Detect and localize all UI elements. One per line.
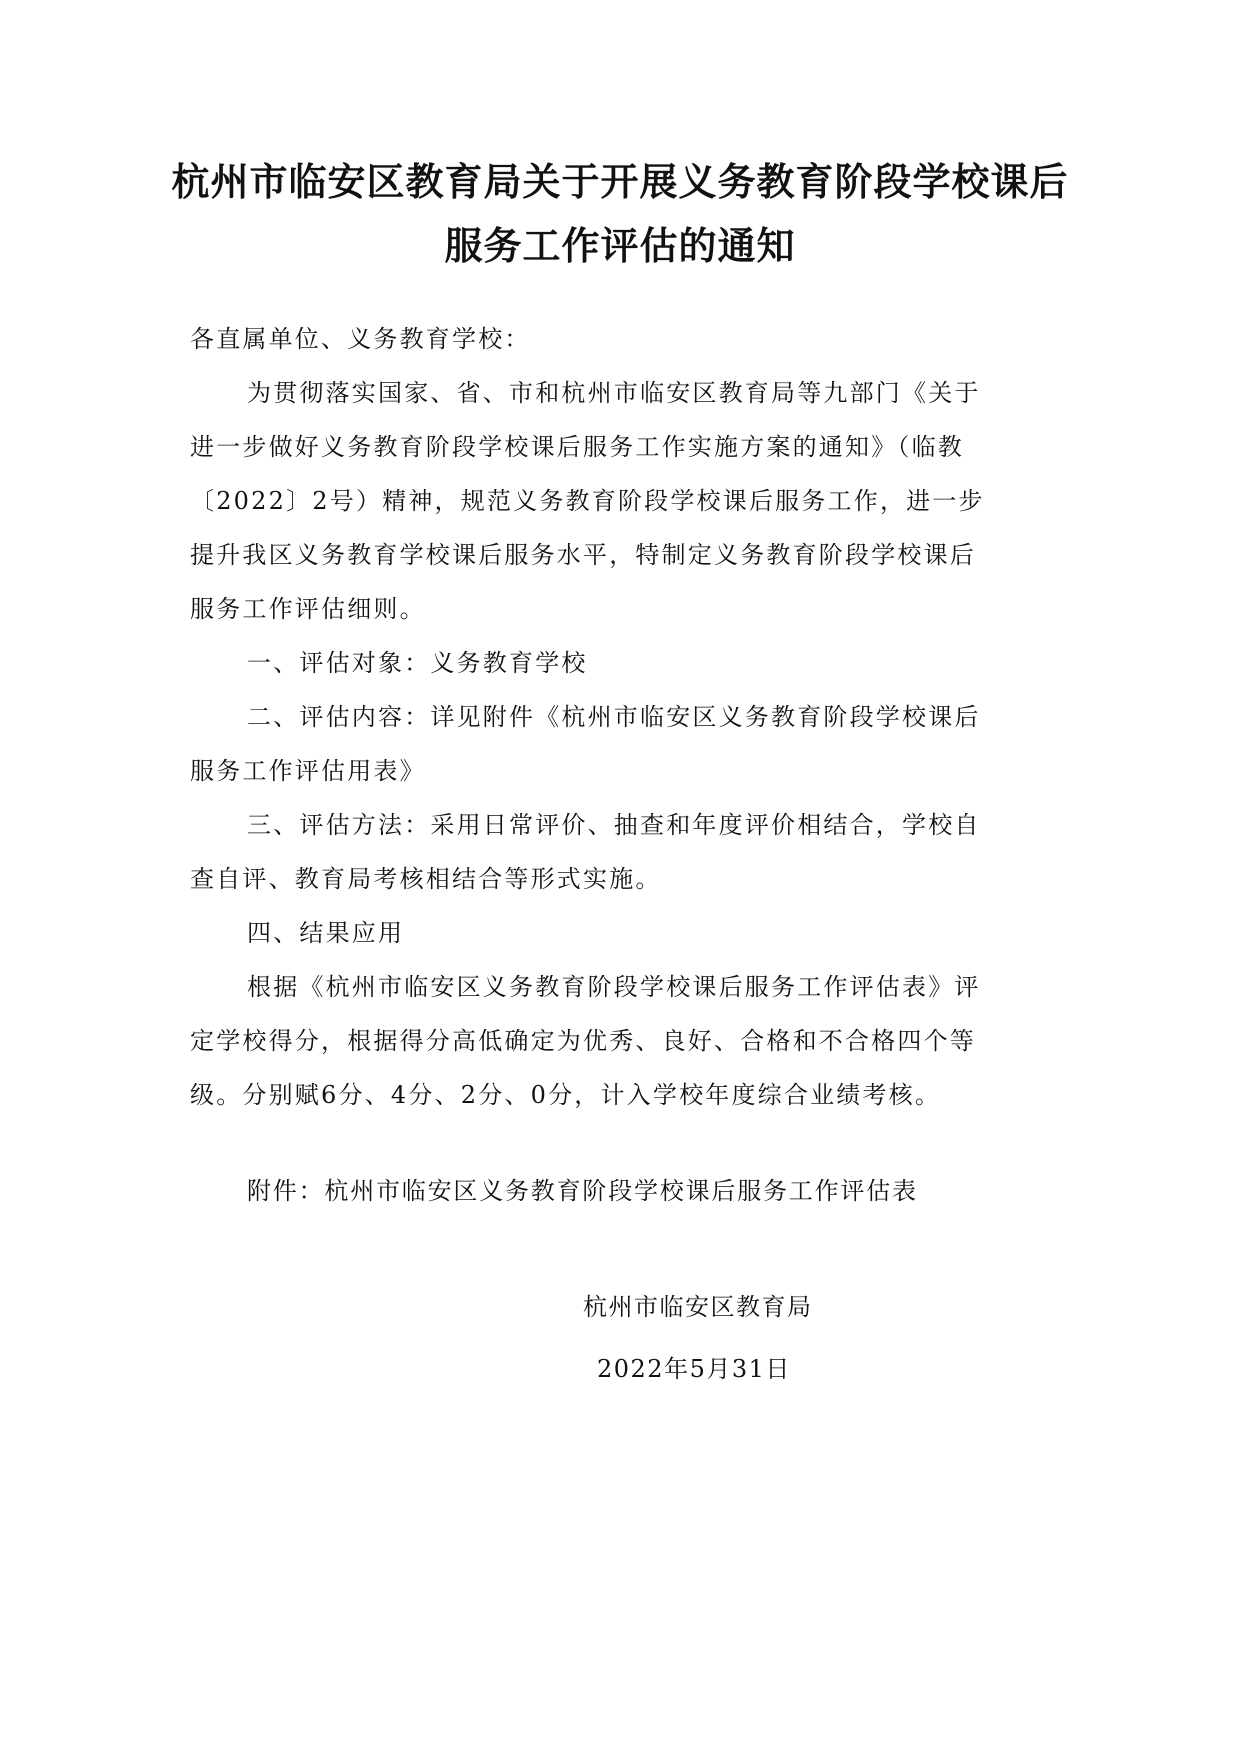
attachment-note: 附件：杭州市临安区义务教育阶段学校课后服务工作评估表 — [247, 1177, 918, 1205]
body-line-2: 进一步做好义务教育阶段学校课后服务工作实施方案的通知》（临教 — [190, 433, 964, 461]
section-evaluation-method-cont: 查自评、教育局考核相结合等形式实施。 — [190, 865, 662, 893]
result-paragraph-line-2: 定学校得分，根据得分高低确定为优秀、良好、合格和不合格四个等 — [190, 1027, 976, 1055]
section-evaluation-content: 二、评估内容：详见附件《杭州市临安区义务教育阶段学校课后 — [247, 703, 981, 731]
section-result-application: 四、结果应用 — [247, 919, 405, 947]
document-title-line-1: 杭州市临安区教育局关于开展义务教育阶段学校课后 — [171, 160, 1069, 204]
issue-date: 2022年5月31日 — [597, 1355, 791, 1383]
issuing-organization: 杭州市临安区教育局 — [583, 1293, 813, 1321]
body-line-1: 为贯彻落实国家、省、市和杭州市临安区教育局等九部门《关于 — [247, 379, 981, 407]
salutation: 各直属单位、义务教育学校： — [190, 325, 531, 353]
body-line-5: 服务工作评估细则。 — [190, 595, 426, 623]
section-evaluation-method: 三、评估方法：采用日常评价、抽查和年度评价相结合，学校自 — [247, 811, 981, 839]
document-title-line-2: 服务工作评估的通知 — [444, 224, 796, 268]
section-evaluation-target: 一、评估对象：义务教育学校 — [247, 649, 588, 677]
body-line-3: 〔2022〕2号）精神，规范义务教育阶段学校课后服务工作，进一步 — [190, 487, 985, 515]
result-paragraph-line-1: 根据《杭州市临安区义务教育阶段学校课后服务工作评估表》评 — [247, 973, 981, 1001]
body-line-4: 提升我区义务教育学校课后服务水平，特制定义务教育阶段学校课后 — [190, 541, 976, 569]
result-paragraph-line-3: 级。分别赋6分、4分、2分、0分，计入学校年度综合业绩考核。 — [190, 1081, 942, 1109]
section-evaluation-content-cont: 服务工作评估用表》 — [190, 757, 426, 785]
